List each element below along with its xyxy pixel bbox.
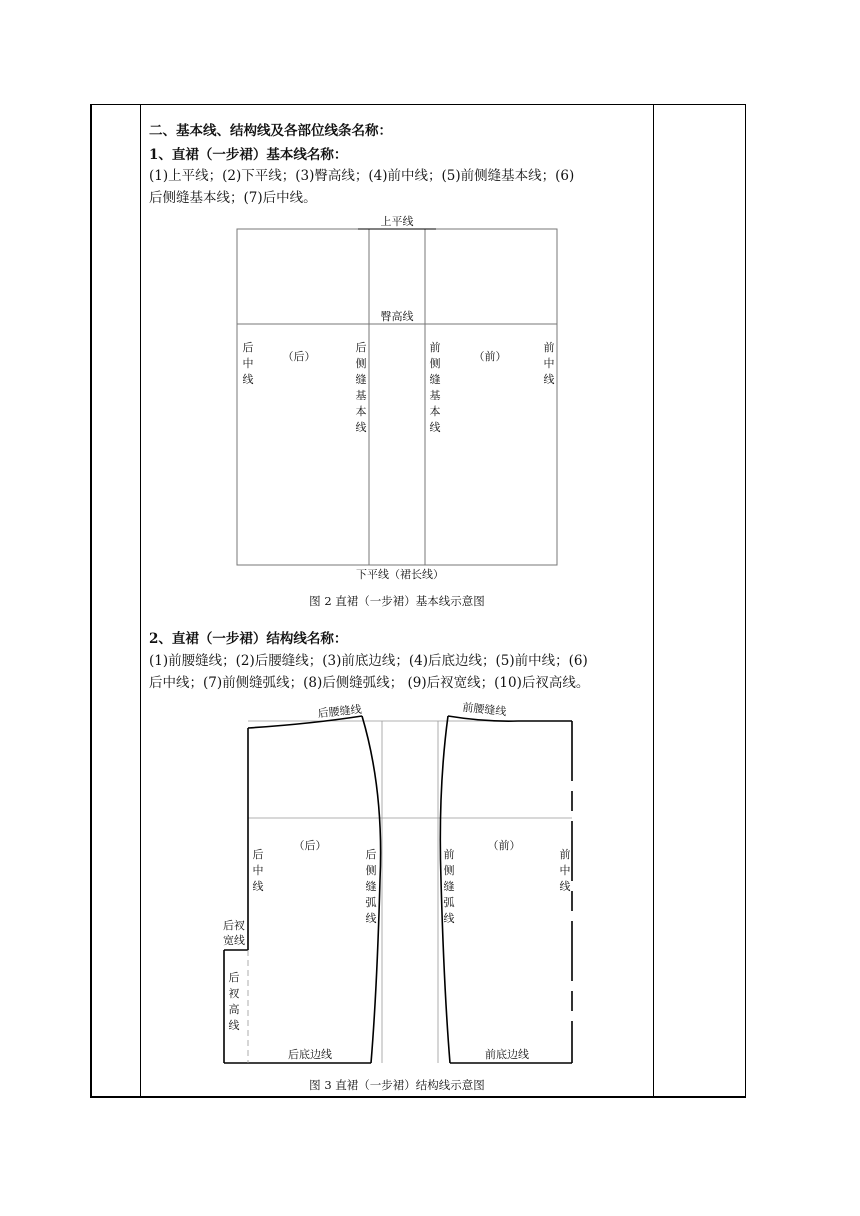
svg-text:线: 线 bbox=[543, 373, 555, 386]
svg-text:衩: 衩 bbox=[228, 987, 240, 1000]
fig2-caption: 图 2 直裙（一步裙）基本线示意图 bbox=[309, 594, 485, 608]
svg-text:后: 后 bbox=[252, 848, 264, 861]
svg-text:缝: 缝 bbox=[429, 373, 441, 386]
svg-text:缝: 缝 bbox=[355, 373, 367, 386]
svg-text:弧: 弧 bbox=[365, 896, 377, 909]
fig3-back-tag: （后） bbox=[293, 839, 327, 852]
svg-text:侧: 侧 bbox=[355, 357, 367, 370]
svg-text:中: 中 bbox=[559, 864, 571, 877]
svg-text:中: 中 bbox=[543, 357, 555, 370]
fig3-front-waist-label: 前腰缝线 bbox=[461, 700, 507, 719]
section-heading: 二、基本线、结构线及各部位线条名称： bbox=[149, 123, 392, 139]
svg-text:高: 高 bbox=[228, 1003, 240, 1016]
svg-text:弧: 弧 bbox=[443, 896, 455, 909]
svg-text:线: 线 bbox=[429, 421, 441, 434]
svg-text:前: 前 bbox=[443, 848, 455, 861]
structure-lines-heading: 2、直裙（一步裙）结构线名称： bbox=[149, 631, 348, 647]
svg-text:本: 本 bbox=[429, 405, 441, 418]
svg-text:缝: 缝 bbox=[443, 880, 455, 893]
svg-text:线: 线 bbox=[355, 421, 367, 434]
svg-text:本: 本 bbox=[355, 405, 367, 418]
svg-text:线: 线 bbox=[365, 912, 377, 925]
svg-text:侧: 侧 bbox=[365, 864, 377, 877]
svg-text:前: 前 bbox=[559, 848, 571, 861]
svg-text:基: 基 bbox=[429, 389, 441, 402]
fig2-front-tag: （前） bbox=[473, 350, 507, 363]
basic-lines-text-1: (1)上平线；(2)下平线；(3)臀高线；(4)前中线；(5)前侧缝基本线；(6) bbox=[149, 168, 575, 184]
svg-text:线: 线 bbox=[443, 912, 455, 925]
fig3-caption: 图 3 直裙（一步裙）结构线示意图 bbox=[309, 1078, 485, 1092]
svg-text:线: 线 bbox=[228, 1019, 240, 1032]
table-divider-right bbox=[653, 104, 654, 1098]
structure-lines-text-1: (1)前腰缝线；(2)后腰缝线；(3)前底边线；(4)后底边线；(5)前中线；(6) bbox=[149, 653, 588, 669]
structure-lines-text-2: 后中线；(7)前侧缝弧线；(8)后侧缝弧线； (9)后衩宽线；(10)后衩高线。 bbox=[149, 675, 590, 691]
svg-text:后衩: 后衩 bbox=[223, 919, 245, 932]
table-frame bbox=[90, 104, 746, 1098]
svg-text:后: 后 bbox=[355, 341, 367, 354]
svg-text:侧: 侧 bbox=[443, 864, 455, 877]
fig3-front-hem-label: 前底边线 bbox=[485, 1048, 529, 1061]
basic-lines-text-2: 后侧缝基本线；(7)后中线。 bbox=[149, 190, 317, 206]
svg-text:宽线: 宽线 bbox=[223, 934, 245, 947]
basic-lines-heading: 1、直裙（一步裙）基本线名称： bbox=[149, 147, 348, 163]
svg-text:基: 基 bbox=[355, 389, 367, 402]
svg-text:后: 后 bbox=[365, 848, 377, 861]
svg-text:中: 中 bbox=[242, 357, 254, 370]
fig2-hip-line-label: 臀高线 bbox=[380, 310, 414, 323]
svg-text:线: 线 bbox=[559, 880, 571, 893]
svg-text:中: 中 bbox=[252, 864, 264, 877]
svg-text:后: 后 bbox=[228, 971, 240, 984]
fig2-bottom-line-label: 下平线（裙长线） bbox=[356, 568, 444, 581]
svg-text:线: 线 bbox=[242, 373, 254, 386]
fig3-front-tag: （前） bbox=[487, 839, 521, 852]
fig3-back-hem-label: 后底边线 bbox=[288, 1048, 332, 1061]
table-divider-left bbox=[140, 104, 141, 1098]
svg-text:后: 后 bbox=[242, 341, 254, 354]
svg-text:前: 前 bbox=[543, 341, 555, 354]
svg-text:前: 前 bbox=[429, 341, 441, 354]
svg-text:线: 线 bbox=[252, 880, 264, 893]
svg-text:侧: 侧 bbox=[429, 357, 441, 370]
fig3-back-waist-label: 后腰缝线 bbox=[317, 702, 363, 721]
fig2-back-tag: （后） bbox=[282, 350, 316, 363]
svg-text:缝: 缝 bbox=[365, 880, 377, 893]
fig2-top-line-label: 上平线 bbox=[380, 215, 414, 228]
